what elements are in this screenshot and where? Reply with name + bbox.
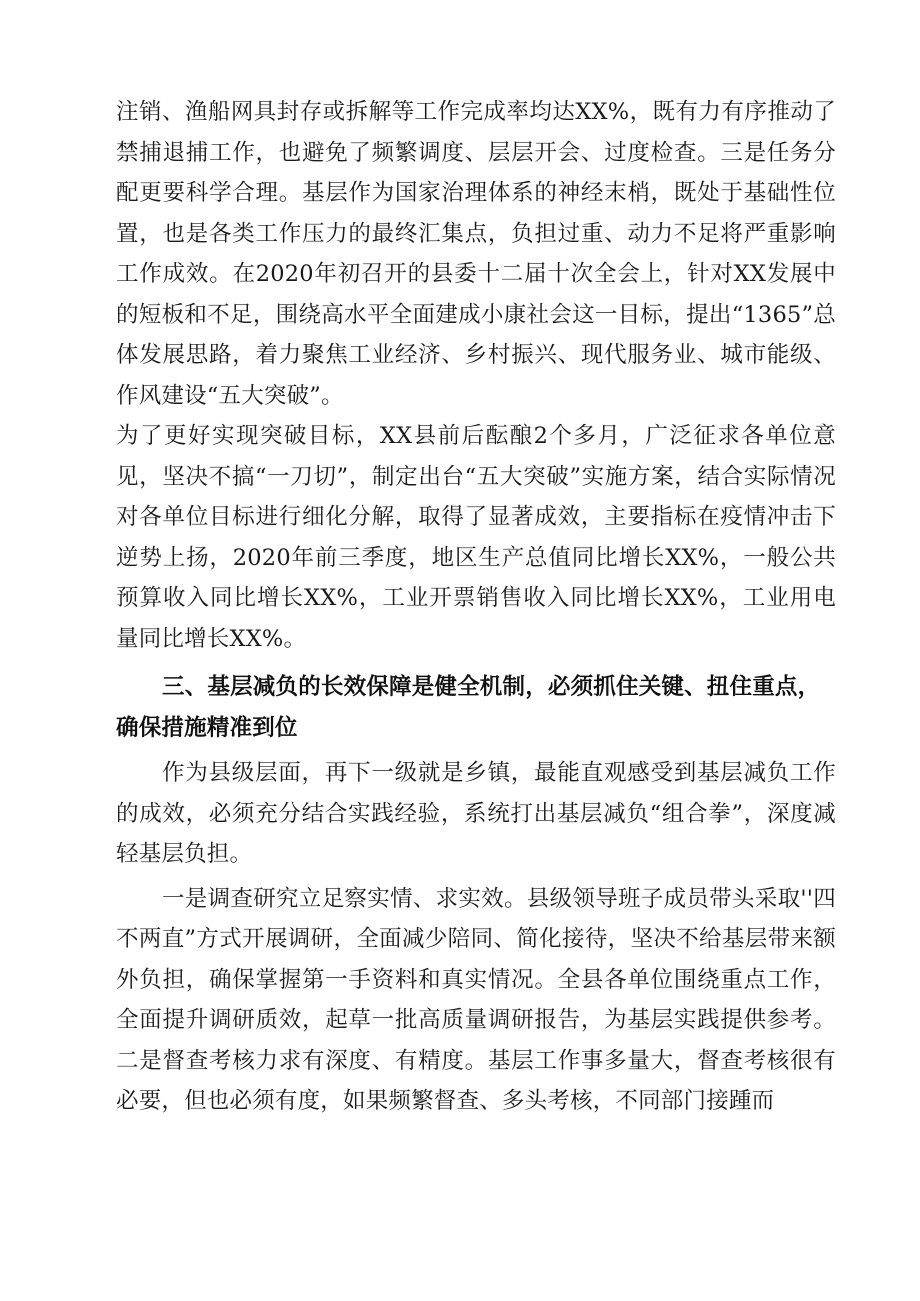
document-page bbox=[116, 92, 836, 1122]
paragraph-research-and-inspection: 一是调查研究立足察实情、求实效。县级领导班子成员带头采取''四不两直”方式开展调研，全面减少陪同、简化接待，坚决不给基层带来额外负担，确保掌握第一手资料和真实情况。全县各单位围绕重点工作，全面提升调研质效，起草一批高质量调研报告，为基层实践提供参考。二是督查考核力求有深度、有精度。基层工作事多量大，督查考核很有必要，但也必须有度，如果频繁督查、多头考核，不同部门接踵而 bbox=[116, 885, 836, 1114]
paragraph-breakthrough-targets: 为了更好实现突破目标，XX县前后酝酿2个多月，广泛征求各单位意见，坚决不搞“一刀切”，制定出台“五大突破”实施方案，结合实际情况对各单位目标进行细化分解，取得了显著成效，主要指标在疫情冲击下逆势上扬，2020年前三季度，地区生产总值同比增长XX%，一般公共预算收入同比增长XX%，工业开票销售收入同比增长XX%，工业用电量同比增长XX%。 bbox=[116, 423, 836, 652]
paragraph-county-level: 作为县级层面，再下一级就是乡镇，最能直观感受到基层减负工作的成效，必须充分结合实践经验，系统打出基层减负“组合拳”，深度减轻基层负担。 bbox=[116, 760, 836, 867]
paragraph-continuation: 注销、渔船网具封存或拆解等工作完成率均达XX%，既有力有序推动了禁捕退捕工作，也避免了频繁调度、层层开会、过度检查。三是任务分配更要科学合理。基层作为国家治理体系的神经末梢，既处于基础性位置，也是各类工作压力的最终汇集点，负担过重、动力不足将严重影响工作成效。在2020年初召开的县委十二届十次全会上，针对XX发展中的短板和不足，围绕高水平全面建成小康社会这一目标，提出“1365”总体发展思路，着力聚焦工业经济、乡村振兴、现代服务业、城市能级、作风建设“五大突破”。 bbox=[116, 99, 836, 409]
section-heading-three: 三、基层减负的长效保障是健全机制，必须抓住关键、扭住重点，确保措施精准到位 bbox=[116, 674, 821, 741]
